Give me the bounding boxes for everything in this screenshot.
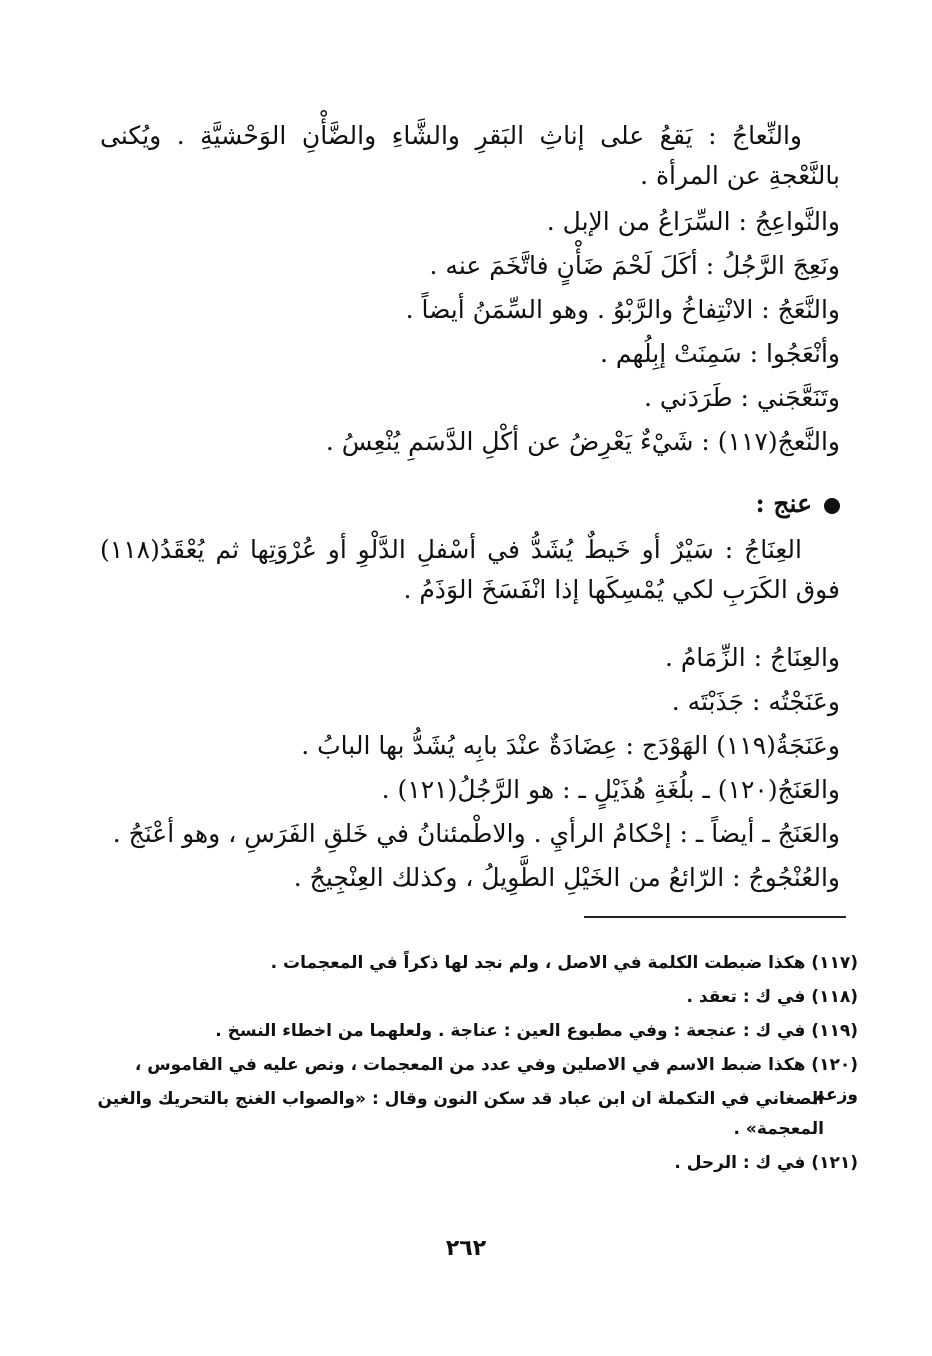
entry-line: والنَّعَجُ : الانْتِفاخُ والرَّبْوُ . وهو السِّمَنُ أيضاً . <box>405 295 840 324</box>
footnote-120: (١٢٠) هكذا ضبط الاسم في الاصلين وفي عدد من المعجمات ، ونص عليه في القاموس ، وزعم <box>134 1055 858 1105</box>
section-heading-text: عنج : <box>755 489 812 518</box>
entry-naaj-paragraph: والنِّعاجُ : يَقعُ على إناثِ البَقرِ والشَّاءِ والضَّأْنِ الوَحْشيَّةِ . ويُكنى بالنَّعْجةِ عن المرأة . <box>100 121 840 190</box>
page-number: ٢٦٢ <box>445 1236 487 1261</box>
footnote-121: (١٢١) في ك : الرحل . <box>674 1153 858 1173</box>
entry-line: والعَنَجُ ـ أيضاً ـ : إحْكامُ الرأيِ . والاطْمئنانُ في خَلقِ الفَرَسِ ، وهو أعْنَجُ . <box>112 819 840 848</box>
footnote-119: (١١٩) في ك : عنجعة : وفي مطبوع العين : عناجة . ولعلهما من اخطاء النسخ . <box>215 1021 858 1041</box>
section-heading <box>755 484 840 524</box>
entry-line: والعَنَجُ(١٢٠) ـ بلُغَةِ هُذَيْلٍ ـ : هو الرَّجُلُ(١٢١) . <box>381 775 840 804</box>
bullet-icon <box>824 498 840 514</box>
entry-line: وأنْعَجُوا : سَمِنَتْ إبِلُهم . <box>599 339 840 368</box>
entry-line: والعُنْجُوجُ : الرّائعُ من الخَيْلِ الطَّوِيلُ ، وكذلك العِنْجِيجُ . <box>293 863 840 892</box>
entry-line: وتَنَعَّجَني : طَرَدَني . <box>644 383 840 412</box>
entry-line: وعَنَجْتُه : جَذَبْتَه . <box>671 687 840 716</box>
entry-inaj-paragraph: العِنَاجُ : سَيْرٌ أو خَيطٌ يُشَدُّ في أسْفلِ الدَّلْوِ أو عُرْوَتِها ثم يُعْقَدُ(١١٨) فوق الكَرَبِ لكي يُمْسِكَها إذا انْفَسَخَ الوَذَمُ . <box>100 535 840 604</box>
footnote-117: (١١٧) هكذا ضبطت الكلمة في الاصل ، ولم نجد لها ذكراً في المعجمات . <box>270 953 858 973</box>
entry-line: والعِنَاجُ : الزِّمَامُ . <box>664 643 840 672</box>
footnote-120-end: المعجمة» . <box>733 1119 824 1139</box>
entry-line: والنَّواعِجُ : السِّرَاعُ من الإبل . <box>546 207 840 236</box>
entry-line: وعَنَجَةُ(١١٩) الهَوْدَج : عِضَادَةٌ عنْدَ بابِه يُشَدُّ بها البابُ . <box>301 731 840 760</box>
entry-line: ونَعِجَ الرَّجُلُ : أكَلَ لَحْمَ ضَأْنٍ فاتَّخَمَ عنه . <box>429 251 840 280</box>
entry-line: والنَّعجُ(١١٧) : شَيْءٌ يَعْرِضُ عن أكْلِ الدَّسَمِ يُنْعِسُ . <box>325 427 840 456</box>
footnote-118: (١١٨) في ك : تعقد . <box>686 987 858 1007</box>
footnote-120-cont: الصغاني في التكملة ان ابن عباد قد سكن النون وقال : «والصواب الغنج بالتحريك والغين <box>97 1089 824 1109</box>
footnote-divider <box>584 916 846 918</box>
